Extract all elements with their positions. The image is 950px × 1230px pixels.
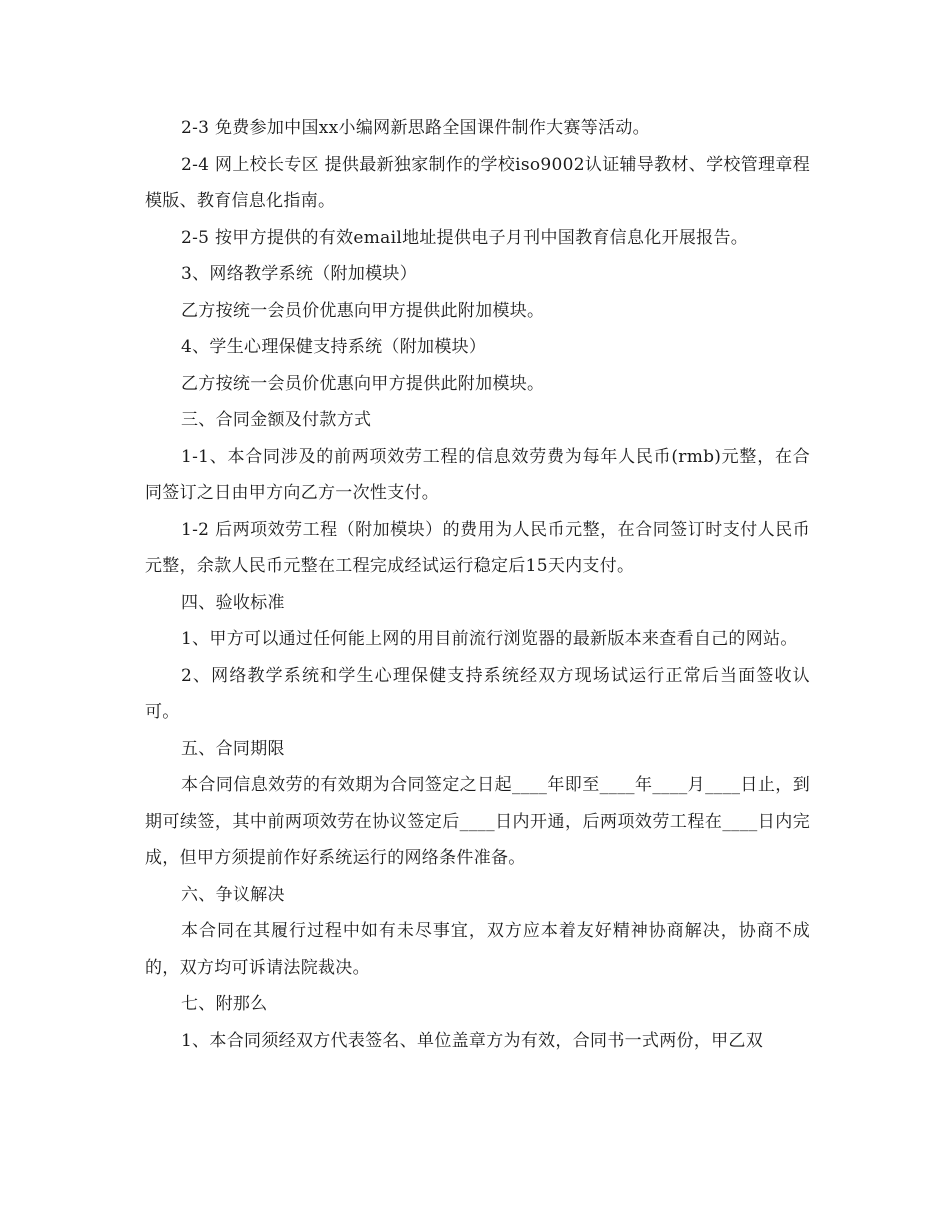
paragraph-acceptance-2: 2、网络教学系统和学生心理保健支持系统经双方现场试运行正常后当面签收认可。	[145, 665, 810, 722]
heading-network-teaching-system: 3、网络教学系统（附加模块）	[181, 264, 418, 284]
heading-psych-health-system: 4、学生心理保健支持系统（附加模块）	[181, 337, 487, 357]
paragraph-term: 本合同信息效劳的有效期为合同签定之日起____年即至____年____月____日止，到期可续签，其中前两项效劳在协议签定后____日内开通，后两项效劳工程在____日内完成，但甲方须提前作好系统运行的网络条件准备。	[145, 775, 810, 868]
section-heading-acceptance: 四、验收标准	[181, 592, 285, 613]
paragraph-1-2: 1-2 后两项效劳工程（附加模块）的费用为人民币元整，在合同签订时支付人民币元整，余款人民币元整在工程完成经试运行稳定后15天内支付。	[145, 519, 810, 576]
paragraph-member-price-2: 乙方按统一会员价优惠向甲方提供此附加模块。	[181, 373, 545, 394]
section-heading-dispute: 六、争议解决	[181, 884, 285, 905]
paragraph-member-price-1: 乙方按统一会员价优惠向甲方提供此附加模块。	[181, 300, 545, 321]
document-page	[145, 110, 810, 1059]
paragraph-appendix-1: 1、本合同须经双方代表签名、单位盖章方为有效，合同书一式两份，甲乙双	[181, 1030, 764, 1051]
paragraph-2-3: 2-3 免费参加中国xx小编网新思路全国课件制作大赛等活动。	[181, 118, 650, 138]
paragraph-1-1: 1-1、本合同涉及的前两项效劳工程的信息效劳费为每年人民币(rmb)元整，在合同签订之日由甲方向乙方一次性支付。	[145, 446, 810, 503]
section-heading-appendix: 七、附那么	[181, 994, 268, 1014]
section-heading-payment: 三、合同金额及付款方式	[181, 410, 372, 430]
section-heading-term: 五、合同期限	[181, 738, 285, 759]
paragraph-acceptance-1: 1、甲方可以通过任何能上网的用目前流行浏览器的最新版本来查看自己的网站。	[181, 629, 798, 649]
paragraph-2-5: 2-5 按甲方提供的有效email地址提供电子月刊中国教育信息化开展报告。	[181, 227, 749, 248]
paragraph-dispute: 本合同在其履行过程中如有未尽事宜，双方应本着友好精神协商解决，协商不成的，双方均可诉请法院裁决。	[145, 921, 810, 978]
paragraph-2-4: 2-4 网上校长专区 提供最新独家制作的学校iso9002认证辅导教材、学校管理章程模版、教育信息化指南。	[145, 154, 810, 211]
